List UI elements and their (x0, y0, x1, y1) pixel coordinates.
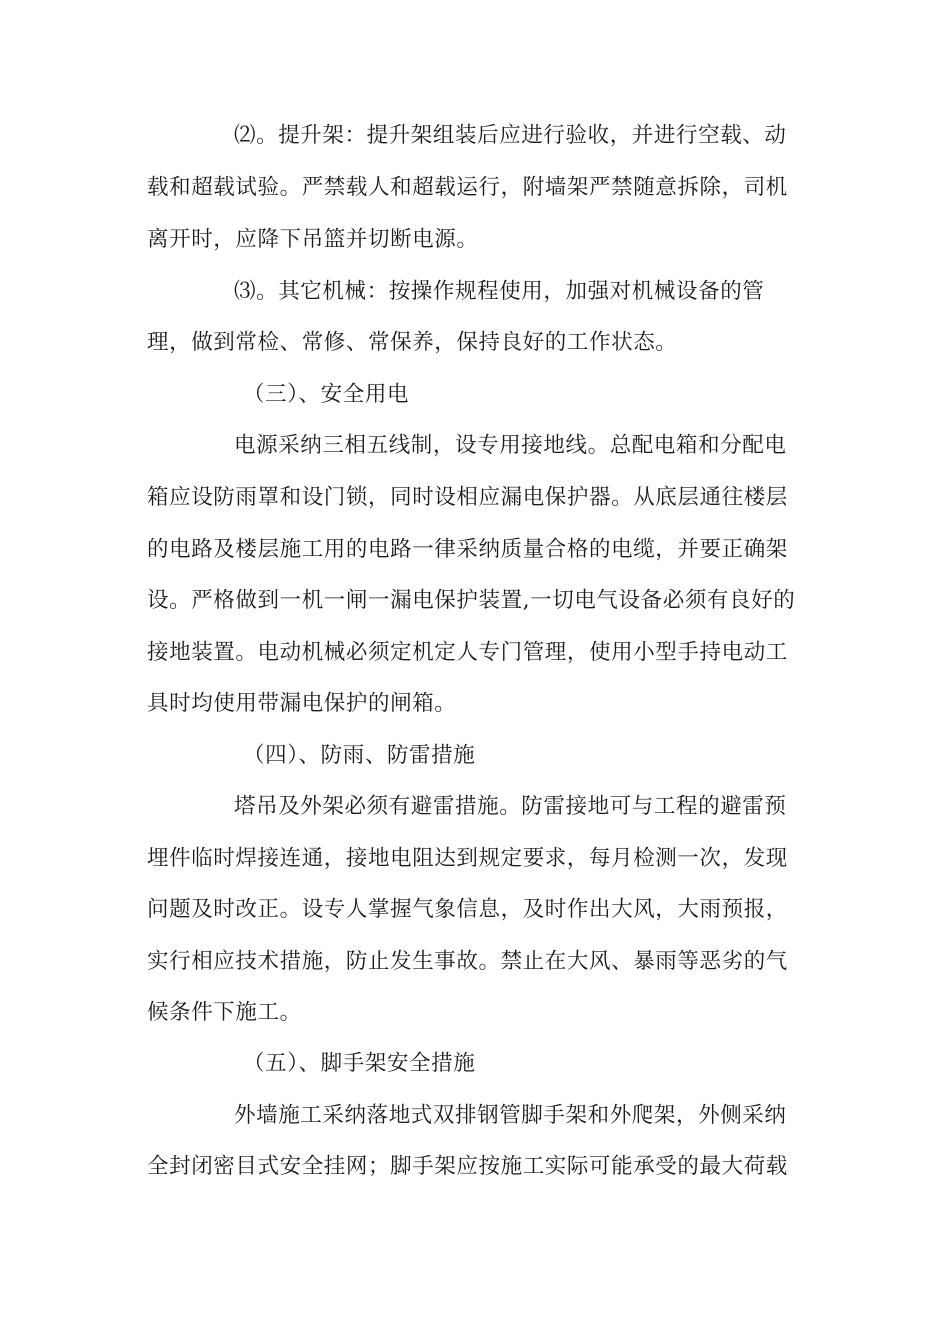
paragraph-line: 塔吊及外架必须有避雷措施。防雷接地可与工程的避雷预 (234, 794, 787, 819)
paragraph-line: 埋件临时焊接连通，接地电阻达到规定要求，每月检测一次，发现 (147, 846, 788, 871)
paragraph-line: 箱应设防雨罩和设门锁，同时设相应漏电保护器。从底层通往楼层 (147, 485, 788, 510)
paragraph-line: 离开时，应降下吊篮并切断电源。 (147, 227, 479, 252)
paragraph-line: 接地装置。电动机械必须定机定人专门管理，使用小型手持电动工 (147, 640, 788, 665)
paragraph-line: 电源采纳三相五线制，设专用接地线。总配电箱和分配电 (234, 433, 787, 458)
section-heading: （三）、安全用电 (243, 382, 410, 407)
paragraph-line: 候条件下施工。 (147, 1000, 302, 1025)
section-heading: （五）、脚手架安全措施 (243, 1051, 476, 1076)
paragraph-line: 具时均使用带漏电保护的闸箱。 (147, 691, 457, 716)
section-heading: （四）、防雨、防雷措施 (243, 743, 476, 768)
paragraph-line: 载和超载试验。严禁载人和超载运行，附墙架严禁随意拆除，司机 (147, 175, 788, 200)
paragraph-line: 实行相应技术措施，防止发生事故。禁止在大风、暴雨等恶劣的气 (147, 949, 788, 974)
paragraph-line: 设。严格做到一机一闸一漏电保护装置,一切电气设备必须有良好的 (147, 588, 796, 613)
paragraph-line: 的电路及楼层施工用的电路一律采纳质量合格的电缆，并要正确架 (147, 537, 788, 562)
paragraph-line: ⑶。其它机械：按操作规程使用，加强对机械设备的管 (234, 279, 765, 304)
paragraph-line: 理，做到常检、常修、常保养，保持良好的工作状态。 (147, 330, 678, 355)
paragraph-line: 外墙施工采纳落地式双排钢管脚手架和外爬架，外侧采纳 (234, 1103, 787, 1128)
paragraph-line: 全封闭密目式安全挂网；脚手架应按施工实际可能承受的最大荷载 (147, 1154, 788, 1179)
paragraph-line: 问题及时改正。设专人掌握气象信息，及时作出大风，大雨预报， (147, 897, 788, 922)
paragraph-line: ⑵。提升架：提升架组装后应进行验收，并进行空载、动 (234, 123, 787, 148)
